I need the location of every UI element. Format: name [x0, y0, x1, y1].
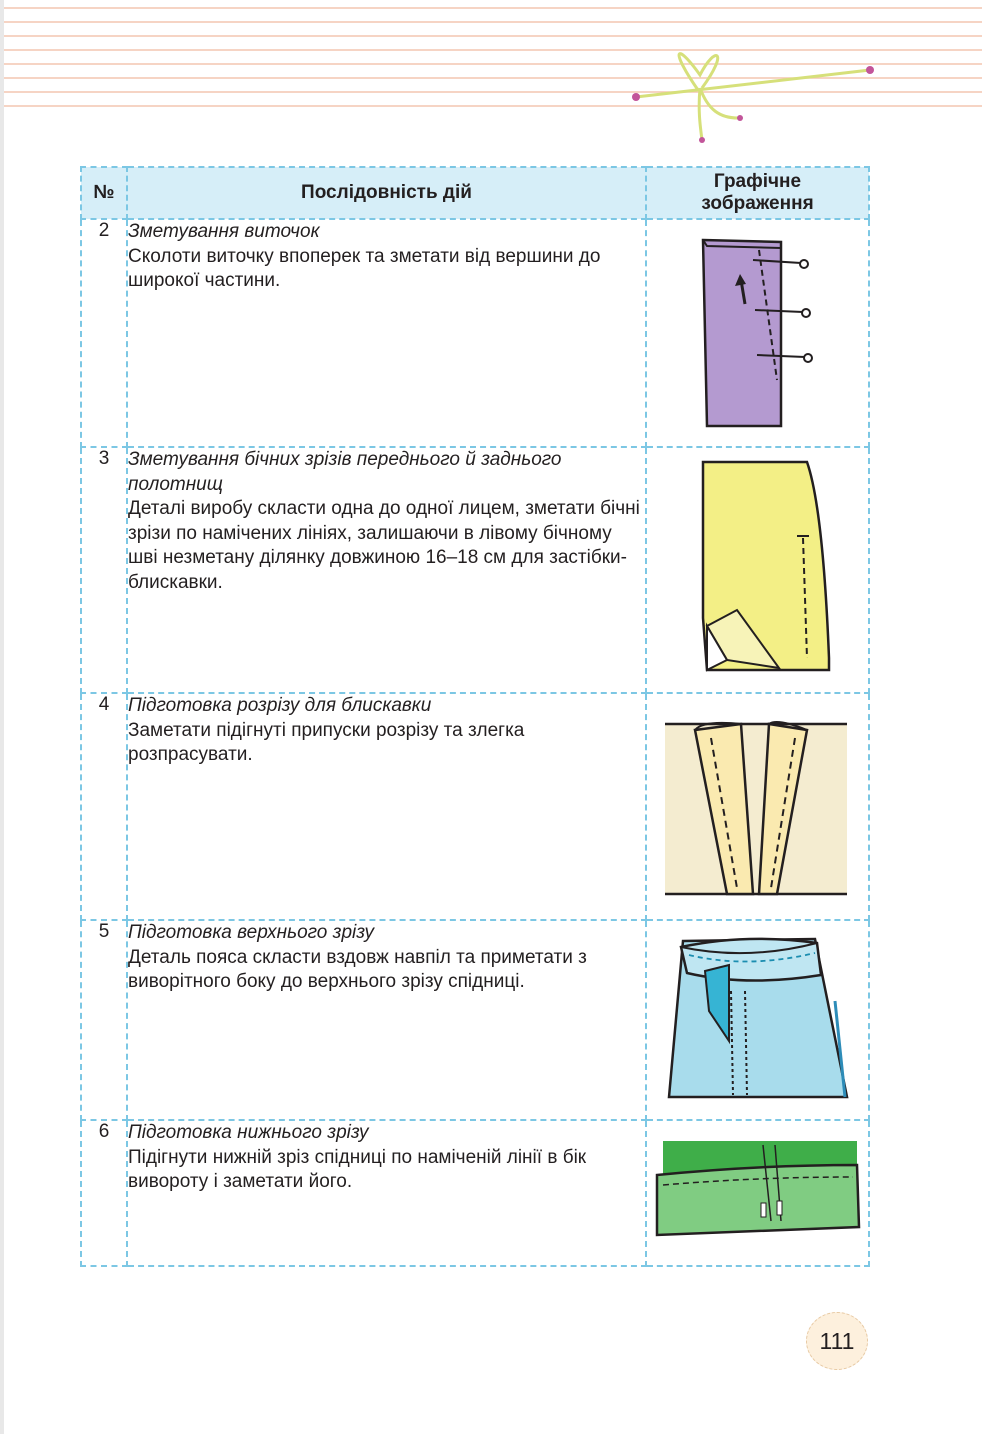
- folded-dart-illustration: [647, 220, 866, 444]
- step-illustration: [646, 447, 869, 693]
- page-edge: [0, 0, 4, 1434]
- row-description: [127, 920, 646, 1120]
- step-title: Підготовка нижнього зрізу: [128, 1122, 369, 1143]
- table-row: [81, 920, 869, 1120]
- header-graphic-line1: Графічне: [713, 171, 802, 192]
- table-row: [81, 447, 869, 693]
- step-text: Заметати підігнуті припуски розрізу та злегка розпрасувати.: [128, 719, 525, 765]
- row-description: [127, 1120, 646, 1266]
- step-illustration: [646, 920, 869, 1120]
- step-illustration: [646, 219, 869, 447]
- row-number: 2: [81, 219, 127, 447]
- step-text: Сколоти виточку впоперек та зметати від вершини до широкої частини.: [128, 245, 601, 291]
- row-description: [127, 219, 646, 447]
- step-text: Деталь пояса скласти вздовж навпіл та приметати з виворітного боку до верхнього зрізу спідниці.: [128, 946, 587, 992]
- step-title: Підготовка верхнього зрізу: [128, 922, 374, 943]
- step-title: Зметування виточок: [128, 221, 320, 242]
- step-illustration: [646, 693, 869, 920]
- hem-illustration: [647, 1121, 866, 1263]
- table-row: [81, 1120, 869, 1266]
- step-title: Зметування бічних зрізів переднього й заднього полотнищ: [128, 449, 562, 495]
- step-text: Деталі виробу скласти одна до одної лицем, зметати бічні зрізи по намічених лініях, залишаючи в лівому бічному шві незметану ділянку довжиною 16–18 см для застібки-блискавки.: [128, 498, 640, 593]
- step-title: Підготовка розрізу для блискавки: [128, 695, 432, 716]
- steps-table: [80, 166, 870, 1267]
- table-header-row: [81, 167, 869, 219]
- row-number: 3: [81, 447, 127, 693]
- side-seam-illustration: [647, 448, 866, 690]
- header-graphic-line2: зображення: [701, 193, 814, 214]
- row-description: [127, 693, 646, 920]
- waistband-illustration: [647, 921, 866, 1117]
- ribbon-bow-icon: [620, 40, 890, 150]
- header-steps: Послідовність дій: [127, 167, 646, 219]
- step-illustration: [646, 1120, 869, 1266]
- page-number: 111: [806, 1312, 868, 1370]
- step-text: Підігнути нижній зріз спідниці по наміченій лінії в бік вивороту і заметати його.: [128, 1146, 587, 1192]
- zipper-opening-illustration: [647, 694, 866, 917]
- table-row: [81, 693, 869, 920]
- row-number: 6: [81, 1120, 127, 1266]
- header-number: №: [81, 167, 127, 219]
- row-number: 5: [81, 920, 127, 1120]
- header-graphic: [646, 167, 869, 219]
- table-row: [81, 219, 869, 447]
- row-description: [127, 447, 646, 693]
- row-number: 4: [81, 693, 127, 920]
